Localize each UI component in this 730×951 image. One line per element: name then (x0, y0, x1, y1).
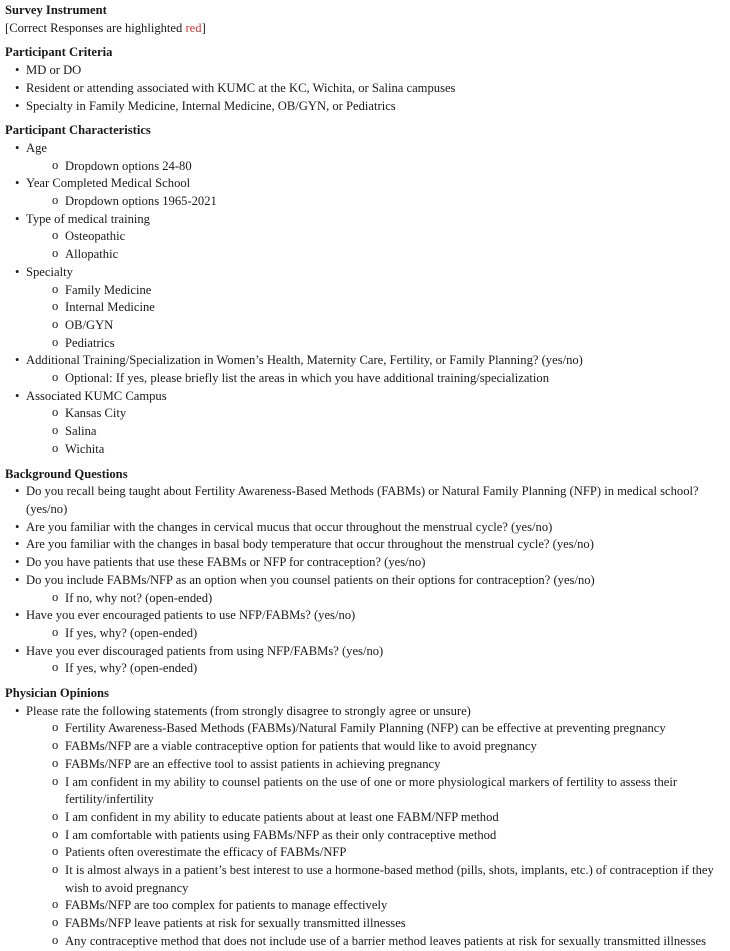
sub-list-item: o I am confident in my ability to counsel patients on the use of one or more physiological markers of fertility to assess their fertility/infertility (26, 774, 727, 809)
sub-list (26, 370, 727, 388)
sub-list-item: o If yes, why? (open-ended) (26, 625, 727, 643)
sub-list-item: o It is almost always in a patient’s best interest to use a hormone-based method (pills, shots, implants, etc.) of contraception if they wish to avoid pregnancy (26, 862, 727, 897)
section-opinions (5, 685, 727, 951)
list-item (5, 536, 727, 554)
list-item (5, 175, 727, 210)
item-label: Additional Training/Specialization in Women’s Health, Maternity Care, Fertility, or Family Planning? (yes/no) (26, 353, 583, 368)
characteristics-list (5, 140, 727, 459)
section-heading: Participant Criteria (5, 45, 113, 60)
sub-list (26, 282, 727, 353)
sub-list (26, 625, 727, 643)
sub-list-item: o Fertility Awareness-Based Methods (FABMs)/Natural Family Planning (NFP) can be effective at preventing pregnancy (26, 720, 727, 738)
item-label: Please rate the following statements (from strongly disagree to strongly agree or unsure) (26, 703, 471, 718)
sub-list-item: o Pediatrics (26, 335, 727, 353)
sub-list-item: o Wichita (26, 441, 727, 459)
list-item (5, 554, 727, 572)
subtitle-suffix: ] (201, 20, 206, 35)
item-label: Have you ever encouraged patients to use NFP/FABMs? (yes/no) (26, 608, 356, 623)
sub-list-item: o Dropdown options 24-80 (26, 158, 727, 176)
item-label: Specialty (26, 264, 73, 279)
sub-list-item: o Internal Medicine (26, 299, 727, 317)
item-label: Have you ever discouraged patients from using NFP/FABMs? (yes/no) (26, 643, 384, 658)
background-list (5, 483, 727, 678)
list-item (5, 483, 727, 518)
sub-list-item: o If yes, why? (open-ended) (26, 660, 727, 678)
list-item (5, 264, 727, 353)
section-background (5, 466, 727, 678)
sub-list (26, 158, 727, 176)
sub-list (26, 590, 727, 608)
item-label: Do you include FABMs/NFP as an option when you counsel patients on their options for contraception? (yes/no) (26, 572, 595, 587)
sub-list-item: o Any contraceptive method that does not include use of a barrier method leaves patients at risk for sexually transmitted illnesses (26, 933, 727, 951)
sub-list (26, 405, 727, 458)
sub-list-item: o Patients often overestimate the efficacy of FABMs/NFP (26, 844, 727, 862)
list-item (5, 352, 727, 387)
sub-list-item: o Family Medicine (26, 282, 727, 300)
list-item: • MD or DO (5, 62, 727, 80)
section-heading: Participant Characteristics (5, 123, 151, 138)
sub-list-item: o I am comfortable with patients using FABMs/NFP as their only contraceptive method (26, 827, 727, 845)
sub-list-item: o I am confident in my ability to educate patients about at least one FABM/NFP method (26, 809, 727, 827)
document-subtitle (5, 20, 727, 38)
criteria-list (5, 62, 727, 115)
item-label: Age (26, 140, 47, 155)
sub-list-item: o Optional: If yes, please briefly list the areas in which you have additional training/specialization (26, 370, 727, 388)
item-label: Are you familiar with the changes in cervical mucus that occur throughout the menstrual cycle? (yes/no) (26, 519, 553, 534)
item-label: Do you recall being taught about Fertility Awareness-Based Methods (FABMs) or Natural Family Planning (NFP) in medical school? (yes/no) (26, 484, 699, 516)
sub-list (26, 228, 727, 263)
list-item (5, 703, 727, 951)
subtitle-prefix: [Correct Responses are highlighted (5, 20, 186, 35)
sub-list-item: o FABMs/NFP are too complex for patients to manage effectively (26, 897, 727, 915)
sub-list-item: o FABMs/NFP are a viable contraceptive option for patients that would like to avoid pregnancy (26, 738, 727, 756)
sub-list-item: o Allopathic (26, 246, 727, 264)
document-title: Survey Instrument (5, 3, 107, 17)
list-item (5, 140, 727, 175)
sub-list-item: o FABMs/NFP are an effective tool to assist patients in achieving pregnancy (26, 756, 727, 774)
item-label: Are you familiar with the changes in basal body temperature that occur throughout the menstrual cycle? (yes/no) (26, 537, 594, 552)
sub-list-item: o FABMs/NFP leave patients at risk for sexually transmitted illnesses (26, 915, 727, 933)
sub-list-item: o Dropdown options 1965-2021 (26, 193, 727, 211)
section-characteristics (5, 122, 727, 458)
item-label: Associated KUMC Campus (26, 388, 167, 403)
subtitle-red-word: red (185, 20, 202, 35)
sub-list-item: o Salina (26, 423, 727, 441)
list-item (5, 643, 727, 678)
list-item (5, 211, 727, 264)
sub-list-item: o OB/GYN (26, 317, 727, 335)
section-criteria (5, 44, 727, 115)
list-item (5, 572, 727, 607)
list-item (5, 388, 727, 459)
document-page (5, 0, 727, 951)
sub-list (26, 720, 727, 950)
list-item: • Specialty in Family Medicine, Internal Medicine, OB/GYN, or Pediatrics (5, 98, 727, 116)
section-heading: Background Questions (5, 466, 128, 481)
section-heading: Physician Opinions (5, 686, 109, 701)
list-item: • Resident or attending associated with KUMC at the KC, Wichita, or Salina campuses (5, 80, 727, 98)
list-item (5, 607, 727, 642)
list-item (5, 519, 727, 537)
item-label: Type of medical training (26, 211, 150, 226)
item-label: Do you have patients that use these FABMs or NFP for contraception? (yes/no) (26, 555, 426, 570)
sub-list-item: o If no, why not? (open-ended) (26, 590, 727, 608)
opinions-list (5, 703, 727, 951)
sub-list-item: o Kansas City (26, 405, 727, 423)
sub-list (26, 660, 727, 678)
sub-list-item: o Osteopathic (26, 228, 727, 246)
item-label: Year Completed Medical School (26, 176, 191, 191)
sub-list (26, 193, 727, 211)
